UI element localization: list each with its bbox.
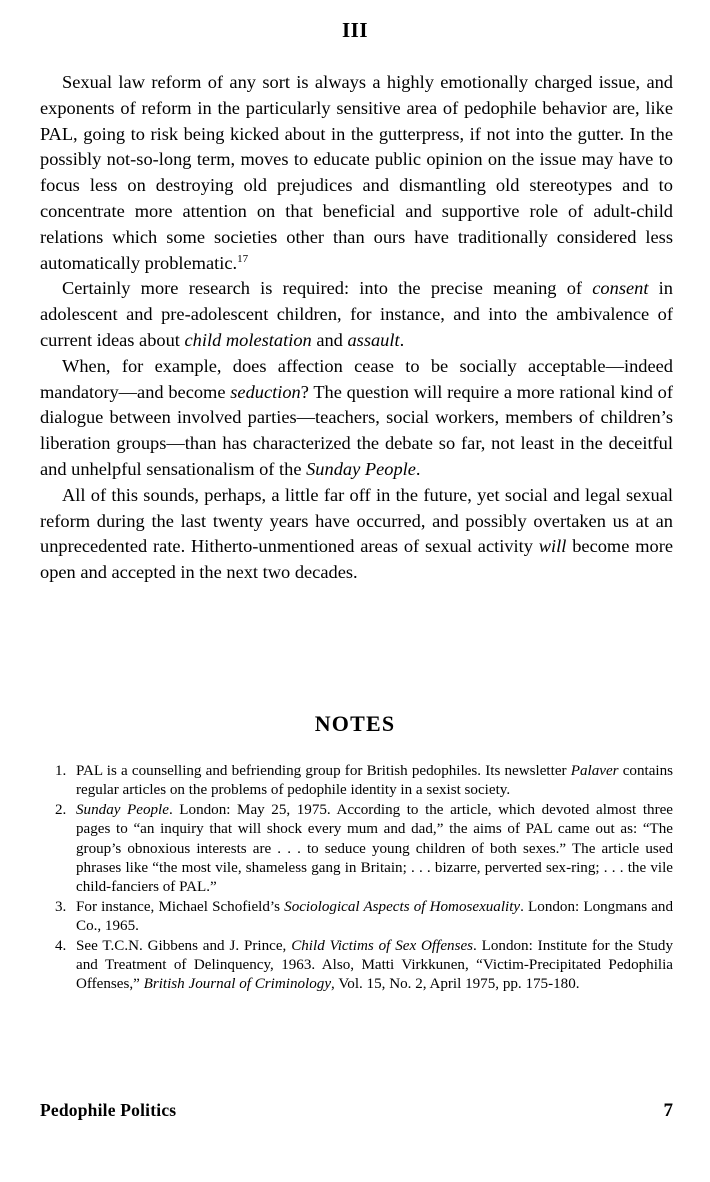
italic-run: Sunday People: [76, 801, 169, 818]
text-run: . London: Institute for the Study and Treatment of Delinquency, 1963. Also, Matti Virkkunen, “Victim-Precipitated Pedophilia Offenses,”: [76, 937, 673, 993]
note-item: [55, 801, 673, 898]
section-numeral: III: [341, 18, 369, 42]
text-run: and: [311, 329, 348, 350]
body-paragraph: [40, 354, 673, 483]
text-run: When, for example, does affection cease to be socially acceptable—indeed mandatory—and become: [40, 355, 673, 402]
text-run: ? The question will require a more rational kind of dialogue between involved parties—teachers, social workers, members of children’s liberation groups—than has characterized the debate so far, not least in the deceitful and unhelpful sensationalism of the: [40, 381, 674, 479]
notes-heading: NOTES: [314, 711, 396, 736]
text-run: All of this sounds, perhaps, a little far off in the future, yet social and legal sexual reform during the last twenty years have occurred, and possibly overtaken us at an unprecedented rate. Hitherto-unmentioned areas of sexual activity: [40, 484, 673, 557]
text-run: .: [399, 329, 405, 350]
italic-run: assault: [347, 329, 400, 350]
body-paragraph: [40, 70, 673, 276]
body-paragraph: [40, 483, 673, 586]
text-run: See T.C.N. Gibbens and J. Prince,: [76, 937, 292, 954]
text-run: , Vol. 15, No. 2, April 1975, pp. 175-180.: [331, 976, 580, 993]
italic-run: British Journal of Criminology: [143, 976, 332, 993]
note-item: [55, 937, 673, 995]
text-run: contains regular articles on the problems of pedophile identity in a sexist society.: [76, 763, 674, 799]
italic-run: Sociological Aspects of Homosexuality: [284, 898, 521, 915]
italic-run: will: [538, 536, 567, 557]
page-footer: [40, 1100, 673, 1122]
text-run: PAL is a counselling and befriending group for British pedophiles. Its newsletter: [76, 763, 571, 779]
text-run: .: [415, 458, 421, 479]
notes-list: [55, 762, 673, 995]
footnote-marker: 17: [237, 252, 249, 265]
body-paragraph: [40, 276, 673, 353]
italic-run: Child Victims of Sex Offenses: [291, 937, 474, 954]
italic-run: seduction: [230, 381, 301, 402]
text-run: become more open and accepted in the next two decades.: [40, 536, 674, 583]
note-number: 3.: [55, 898, 67, 915]
note-number: 1.: [55, 763, 67, 779]
text-run: For instance, Michael Schofield’s: [76, 898, 285, 915]
text-run: . London: May 25, 1975. According to the article, which devoted almost three pages to “an inquiry that will shock every mum and dad,” the aims of PAL came out as: “The group’s obnoxious interests are . . . to seduce young children of both sexes.” The article used phrases like “the most vile, shameless gang in Britain; . . . bizarre, perverted sex-ring; . . . the vile child-fanciers of PAL.”: [76, 801, 673, 896]
italic-run: Palaver: [570, 763, 619, 779]
note-text: [76, 762, 673, 801]
text-run: Certainly more research is required: into the precise meaning of: [62, 278, 593, 299]
note-text: [76, 898, 673, 937]
text-run: . London: Longmans and Co., 1965.: [76, 898, 674, 935]
note-number: 2.: [55, 801, 67, 818]
running-head: Pedophile Politics: [40, 1100, 177, 1120]
text-run: Sexual law reform of any sort is always a highly emotionally charged issue, and exponents of reform in the particularly sensitive area of pedophile behavior are, like PAL, going to risk being kicked about in the gutterpress, if not into the gutter. In the possibly not-so-long term, moves to educate public opinion on the issue may have to focus less on destroying old prejudices and dismantling old stereotypes and to concentrate more attention on that beneficial and supportive role of adult-child relations which some societies other than ours have traditionally considered less automatically problematic.: [40, 72, 673, 273]
page-number: 7: [663, 1100, 673, 1121]
note-item: [55, 762, 673, 801]
italic-run: consent: [592, 278, 649, 299]
note-text: [76, 801, 673, 898]
italic-run: Sunday People: [306, 458, 416, 479]
note-item: [55, 898, 673, 937]
note-text: [76, 937, 673, 995]
text-run: in adolescent and pre-adolescent children, for instance, and into the ambivalence of current ideas about: [40, 278, 673, 350]
note-number: 4.: [55, 937, 67, 954]
body-text: [40, 70, 673, 586]
italic-run: child molestation: [184, 329, 312, 350]
